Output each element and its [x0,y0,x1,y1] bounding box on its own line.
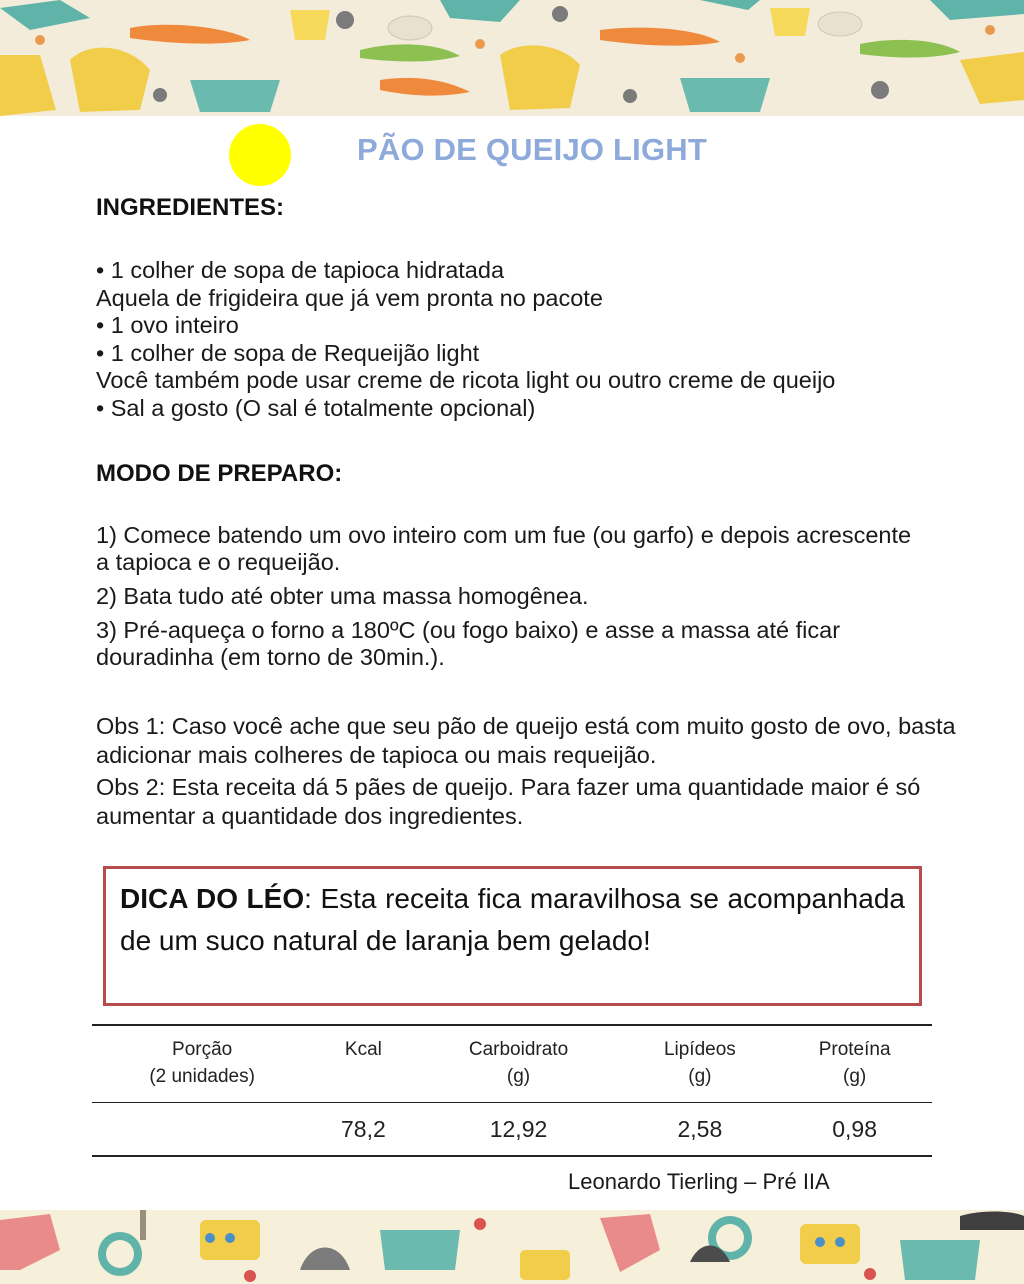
bottom-kitchen-banner [0,1210,1024,1284]
nutrition-values-row [92,1103,932,1157]
method-heading: MODO DE PREPARO: [96,460,343,487]
tip-box [103,866,922,1006]
ingredient-line: • 1 ovo inteiro [96,312,239,338]
kitchen-pattern-icon [0,0,1024,116]
method-step: 3) Pré-aqueça o forno a 180ºC (ou fogo baixo) e asse a massa até ficar douradinha (em torno de 30min.). [96,617,841,670]
nutrition-header-protein [777,1025,932,1103]
note-item: Obs 2: Esta receita dá 5 pães de queijo. Para fazer uma quantidade maior é só aumentar a quantidade dos ingredientes. [96,774,921,829]
method-step: 1) Comece batendo um ovo inteiro com um fue (ou garfo) e depois acrescente a tapioca e o requeijão. [96,522,912,575]
ingredients-heading: INGREDIENTES: [96,194,285,221]
recipe-notes [96,712,956,834]
nutrition-value-kcal: 78,2 [312,1103,414,1157]
header-line1: Proteína [818,1039,891,1060]
tip-text: Esta receita fica maravilhosa se acompanhada de um suco natural de laranja bem gelado! [120,883,905,956]
method-step: 2) Bata tudo até obter uma massa homogênea. [96,583,589,609]
nutrition-value-portion [92,1103,312,1157]
kitchen-utensils-pattern-icon [0,1210,1024,1284]
header-line1: Lipídeos [663,1039,736,1060]
nutrition-header-portion [92,1025,312,1103]
nutrition-value-protein: 0,98 [777,1103,932,1157]
header-line2: (g) [506,1066,531,1087]
nutrition-header-carbs [415,1025,623,1103]
header-line2: (g) [688,1066,712,1087]
method-steps [96,522,916,678]
header-line2: (g) [843,1066,867,1087]
nutrition-value-carbs: 12,92 [415,1103,623,1157]
author-credit: Leonardo Tierling – Pré IIA [568,1169,830,1194]
ingredient-line: Você também pode usar creme de ricota light ou outro creme de queijo [96,367,836,393]
note-item: Obs 1: Caso você ache que seu pão de queijo está com muito gosto de ovo, basta adicionar mais colheres de tapioca ou mais requeijão. [96,713,956,768]
ingredient-line: Aquela de frigideira que já vem pronta no pacote [96,284,603,311]
tip-separator: : [304,883,312,914]
ingredient-line: • 1 colher de sopa de Requeijão light [96,339,480,366]
header-line1: Carboidrato [468,1039,569,1060]
ingredient-line: • 1 colher de sopa de tapioca hidratada [96,257,505,283]
ingredients-list [96,257,976,422]
ingredient-line: • Sal a gosto (O sal é totalmente opcional) [96,394,536,421]
nutrition-table [92,1024,932,1157]
nutrition-header-lipids [622,1025,777,1103]
nutrition-value-lipids: 2,58 [622,1103,777,1157]
nutrition-header-kcal [312,1025,414,1103]
header-line1: Porção [172,1039,233,1060]
top-kitchen-banner [0,0,1024,116]
tip-label: DICA DO LÉO [120,883,305,914]
header-line2: (2 unidades) [149,1066,255,1087]
header-line1: Kcal [344,1039,382,1060]
nutrition-header-row [92,1025,932,1103]
recipe-title: PÃO DE QUEIJO LIGHT [356,132,707,167]
